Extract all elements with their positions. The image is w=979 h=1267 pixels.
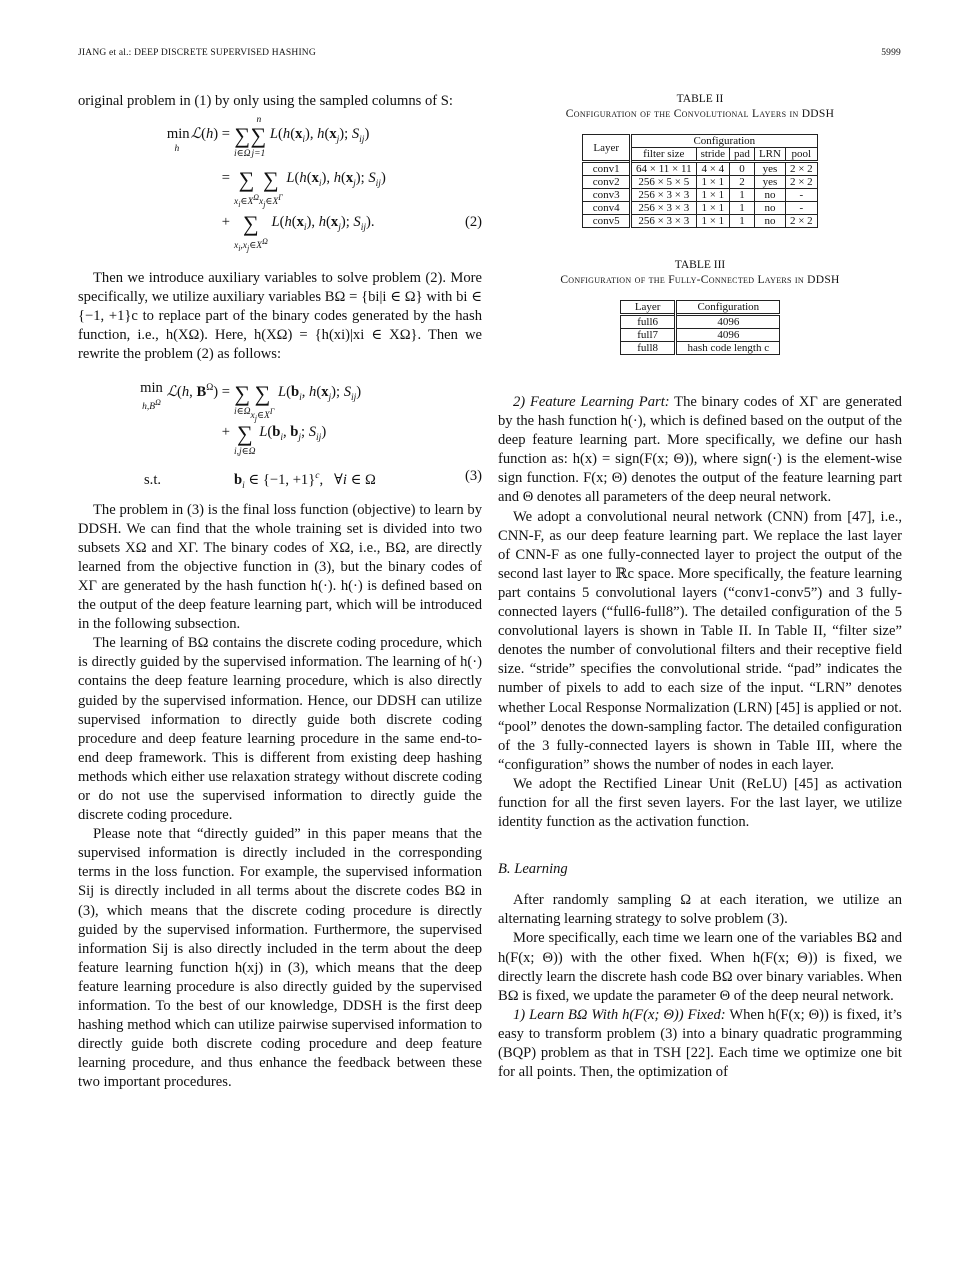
table-row	[583, 176, 817, 189]
page-number: 5999	[881, 48, 901, 58]
table-cell: 64 × 11 × 11	[631, 162, 697, 176]
table-cell: conv1	[583, 162, 631, 176]
paragraph-learning-b: The learning of BΩ contains the discrete coding procedure, which is directly guided by the supervised information. The learning of h(·) contains the deep feature learning procedure, which is also directly guided by the supervised information. Hence, our DDSH can utilize supervised information to directly guide both discrete coding procedure and deep feature learning procedure in the same end-to-end deep framework. This is different from existing deep hashing methods which either use relaxation strategy without discrete coding or do not use the supervised information to directly guide the discrete coding procedure.	[78, 635, 482, 824]
table-cell: 256 × 3 × 3	[631, 202, 697, 215]
table-2-caption: Configuration of the Convolutional Layers in DDSH	[565, 108, 835, 120]
table-cell: full7	[620, 329, 676, 342]
table-cell: 2	[730, 176, 755, 189]
table-cell: 2 × 2	[785, 176, 817, 189]
table-cell: 0	[730, 162, 755, 176]
paragraph-intro: original problem in (1) by only using the sampled columns of S:	[78, 93, 453, 109]
section-heading-learning: B. Learning	[498, 861, 568, 878]
paragraph-variables: More specifically, each time we learn one of the variables BΩ and h(F(x; Θ)) with the other fixed. When h(F(x; Θ)) is fixed, we directly learn the discrete hash code BΩ over binary variables. When BΩ is fixed, we update the parameter Θ of the deep neural network.	[498, 930, 902, 1004]
table-header-layer: Layer	[620, 301, 676, 315]
table-cell: yes	[754, 176, 785, 189]
table-2-label: TABLE II	[676, 93, 724, 105]
table-cell: conv5	[583, 215, 631, 228]
table-cell: 1	[730, 215, 755, 228]
table-header-configuration: Configuration	[676, 301, 780, 315]
table-cell: 1 × 1	[696, 215, 729, 228]
paragraph-cnn: We adopt a convolutional neural network (CNN) from [47], i.e., CNN-F, as our deep feature learning part. We replace the last layer of CNN-F as one fully-connected layer to project the output of the second last layer to ℝc space. More specifically, the feature learning part contains 5 convolutional layers (“conv1-conv5”) and 3 fully-connected layers (“full6-full8”). The detailed configuration of the 5 convolutional layers is shown in Table II. In Table II, “filter size” denotes the number of convolutional filters and their receptive field size. “stride” specifies the convolutional stride. “pad” indicates the number of pixels to add to each size of the input. “LRN” denotes whether Local Response Normalization (LRN) [45] is applied or not. “pool” denotes the down-sampling factor. The detailed configuration of the 3 fully-connected layers is shown in Table III, where the “configuration” shows the number of nodes in each layer.	[498, 508, 902, 773]
paragraph-feature-learning: 2) Feature Learning Part: The binary codes of XΓ are generated by the hash function h(·), which is defined based on the output of the deep feature learning part. More specifically, we define our hash function as: h(x) = sign(F(x; Θ)), where sign(·) is the element-wise sign function. F(x; Θ) denotes the output of the feature learning part and Θ denotes all parameters of the deep neural network.	[498, 394, 902, 506]
table-cell: 4096	[676, 315, 780, 329]
running-header	[78, 48, 901, 62]
running-title: JIANG et al.: DEEP DISCRETE SUPERVISED HASHING	[78, 48, 316, 58]
table-subheader: LRN	[754, 148, 785, 162]
table-cell: full8	[620, 342, 676, 355]
table-cell: 1 × 1	[696, 176, 729, 189]
table-cell: 2 × 2	[785, 215, 817, 228]
table-cell: conv4	[583, 202, 631, 215]
table-3	[620, 300, 780, 355]
table-cell: -	[785, 189, 817, 202]
table-cell: 4 × 4	[696, 162, 729, 176]
table-cell: no	[754, 215, 785, 228]
table-cell: conv2	[583, 176, 631, 189]
table-subheader: pad	[730, 148, 755, 162]
table-header-configuration: Configuration	[631, 135, 818, 148]
table-cell: 1 × 1	[696, 202, 729, 215]
table-cell: -	[785, 202, 817, 215]
table-3-label: TABLE III	[674, 259, 726, 271]
table-row	[583, 202, 817, 215]
table-row	[583, 215, 817, 228]
paragraph-final-loss: The problem in (3) is the final loss function (objective) to learn by DDSH. We can find that the whole training set is divided into two subsets XΩ and XΓ. The binary codes of XΩ, i.e., BΩ, are directly learned from the objective function in (3), but the binary codes of XΓ are generated by the hash function h(·). h(·) is defined based on the output of the deep feature learning part, which will be introduced in the following subsection.	[78, 501, 482, 633]
table-row	[583, 189, 817, 202]
left-column	[78, 92, 482, 1092]
table-subheader: pool	[785, 148, 817, 162]
table-header-layer: Layer	[583, 135, 631, 162]
table-cell: 1	[730, 202, 755, 215]
table-row	[620, 315, 779, 329]
table-cell: yes	[754, 162, 785, 176]
table-cell: 256 × 5 × 5	[631, 176, 697, 189]
table-cell: no	[754, 202, 785, 215]
table-cell: 2 × 2	[785, 162, 817, 176]
right-column	[498, 92, 902, 1082]
table-row	[620, 342, 779, 355]
table-cell: 256 × 3 × 3	[631, 215, 697, 228]
equation-3: min $h,B^\Omega$ ℒ(h, $B^\Omega$) = ∑ i∈Ω ∑ $x_j\in X^\Gamma$ $L(b_i$, $h(x_j)$; $S_{ij}$) + ∑ i,j∈Ω $L(b_i$, $b_j$; $S_{ij}$) s.t. $b_i$ ∈ {−1, +1}$^c$, ∀i ∈ Ω (3)	[140, 379, 482, 491]
table-cell: no	[754, 189, 785, 202]
equation-number: (2)	[464, 214, 482, 231]
table-subheader: filter size	[631, 148, 697, 162]
table-row	[583, 162, 817, 176]
table-cell: 4096	[676, 329, 780, 342]
table-2	[582, 134, 817, 228]
table-3-caption: Configuration of the Fully-Connected Layers in DDSH	[560, 274, 840, 286]
paragraph-directly-guided: Please note that “directly guided” in this paper means that the supervised information is directly included in the corresponding terms in the loss function. For example, the supervised information Sij is directly included in all terms about the discrete codes BΩ in (3), which means that the discrete coding procedure is directly guided by the supervised information. Furthermore, the supervised information Sij is also directly included in the term about the deep feature learning function h(xj) in (3), which means that the deep feature learning procedure is also directly guided by the supervised information. To the best of our knowledge, DDSH is the first deep hashing method which can utilize pairwise supervised information to directly guide both discrete coding procedure and deep feature learning procedure, and thus enhance the feedback between these two important procedures.	[78, 826, 482, 1091]
table-cell: 256 × 3 × 3	[631, 189, 697, 202]
equation-number: (3)	[464, 467, 482, 484]
paragraph-learn-b: 1) Learn BΩ With h(F(x; Θ)) Fixed: When h(F(x; Θ)) is fixed, it’s easy to transform problem (3) into a binary quadratic programming (BQP) problem as that in TSH [22]. Each time we optimize one bit for all points. Then, the optimization of	[498, 1006, 902, 1081]
table-subheader: stride	[696, 148, 729, 162]
table-cell: 1	[730, 189, 755, 202]
paragraph-auxiliary: Then we introduce auxiliary variables to solve problem (2). More specifically, we utilize auxiliary variables BΩ = {bi|i ∈ Ω} with bi ∈ {−1, +1}c to replace part of the binary codes generated by the hash function, i.e., h(XΩ). Here, h(XΩ) = {h(xi)|xi ∈ XΩ}. Then we rewrite the problem (2) as follows:	[78, 270, 482, 363]
table-cell: hash code length c	[676, 342, 780, 355]
equation-2: min h ℒ(h) = ∑ i∈Ω n ∑ j=1 $L(h(x_i)$, $h(x_j)$; $S_{ij}$) = ∑ $x_i\in X^\Omega$ ∑ $x_j\in X^\Gamma$ $L(h(x_i)$, $h(x_j)$; $S_{ij}$) + ∑ $x_i,x_j\in X^\Omega$ $L(h(x_i)$, $h(x_j)$; $S_{ij}$). (2)	[166, 115, 482, 254]
paragraph-relu: We adopt the Rectified Linear Unit (ReLU) [45] as activation function for all the first seven layers. For the last layer, we utilize identity function as the activation function.	[498, 775, 902, 831]
paragraph-alternating: After randomly sampling Ω at each iteration, we utilize an alternating learning strategy to solve problem (3).	[498, 892, 902, 928]
table-cell: 1 × 1	[696, 189, 729, 202]
table-row	[620, 329, 779, 342]
table-cell: conv3	[583, 189, 631, 202]
table-cell: full6	[620, 315, 676, 329]
